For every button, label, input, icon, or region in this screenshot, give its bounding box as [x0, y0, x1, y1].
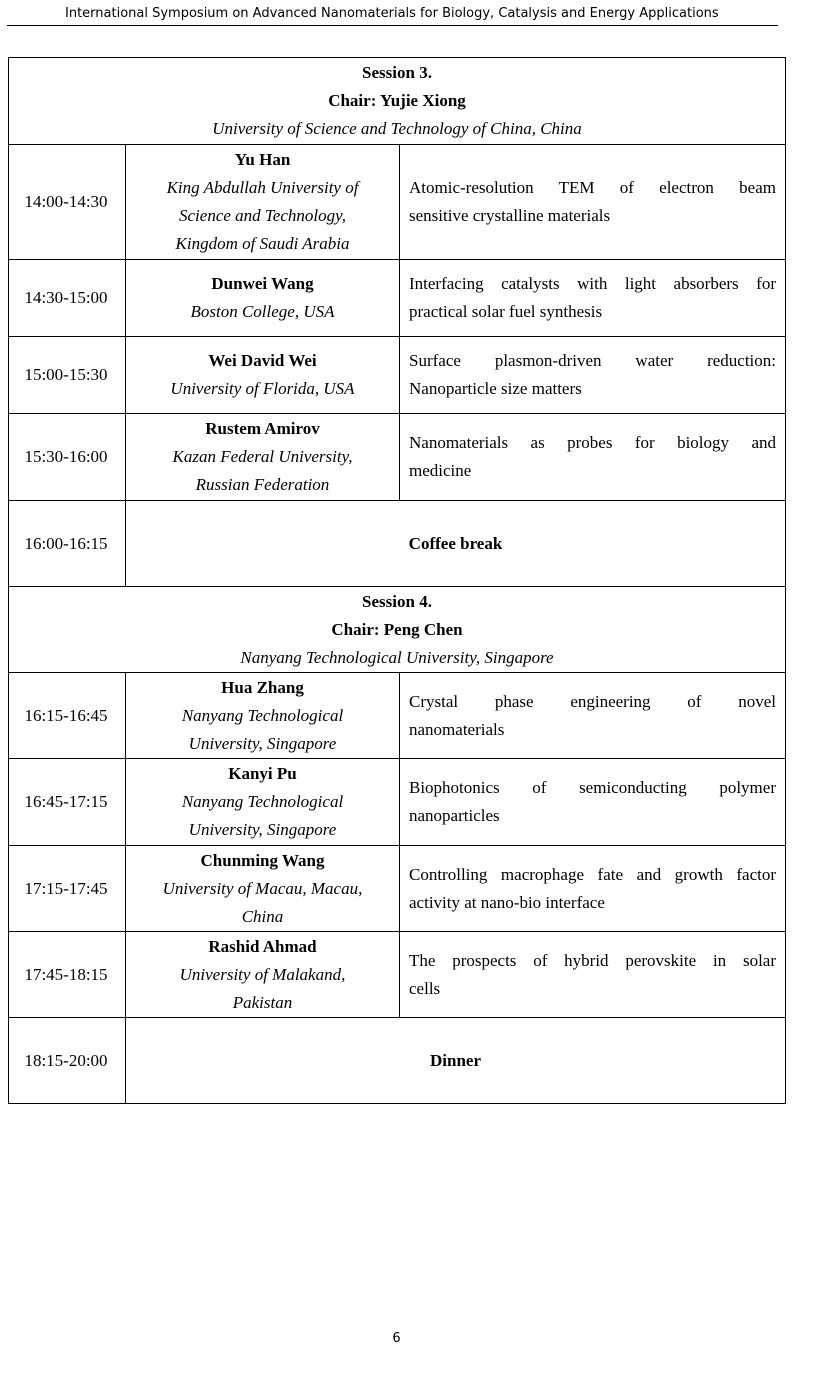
- speaker-affiliation: Nanyang Technological: [181, 792, 344, 811]
- talk-title-line: Crystal phase engineering of novel: [409, 691, 776, 711]
- talk-title: [400, 145, 786, 260]
- talk-title-line: Interfacing catalysts with light absorbers for: [409, 274, 776, 293]
- session-3-header-row: [9, 58, 786, 145]
- speaker-affiliation: University, Singapore: [188, 733, 337, 753]
- speaker-name: Wei David Wei: [208, 351, 317, 370]
- session-4-header-row: [9, 587, 786, 673]
- speaker-name: Yu Han: [234, 150, 291, 169]
- talk-title-line: sensitive crystalline materials: [409, 206, 611, 225]
- table-row: [9, 414, 786, 501]
- talk-title-line: Surface plasmon-driven water reduction:: [409, 351, 776, 370]
- speaker-affiliation: Kazan Federal University,: [172, 447, 353, 466]
- speaker-affiliation: University of Malakand,: [179, 964, 346, 984]
- talk-title-line: medicine: [409, 461, 472, 480]
- talk-speaker: [126, 260, 400, 337]
- talk-title: [400, 260, 786, 337]
- talk-title: [400, 337, 786, 414]
- talk-time: 16:15-16:45: [9, 673, 126, 759]
- session-3-header: [9, 58, 786, 145]
- speaker-affiliation: Boston College, USA: [190, 302, 335, 321]
- session-4-label: Session 4.: [362, 591, 432, 611]
- talk-time: 17:45-18:15: [9, 932, 126, 1018]
- speaker-affiliation: King Abdullah University of: [166, 178, 359, 197]
- talk-speaker: [126, 337, 400, 414]
- speaker-affiliation: Kingdom of Saudi Arabia: [175, 234, 350, 253]
- talk-title-line: Biophotonics of semiconducting polymer: [409, 778, 776, 797]
- header-divider: [7, 25, 778, 26]
- talk-title-line: The prospects of hybrid perovskite in solar: [409, 950, 776, 970]
- speaker-affiliation: University of Macau, Macau,: [162, 878, 363, 898]
- dinner-row: [9, 1018, 786, 1104]
- speaker-affiliation: Pakistan: [232, 992, 293, 1012]
- speaker-affiliation: Russian Federation: [195, 475, 330, 494]
- talk-title: [400, 414, 786, 501]
- talk-title-line: Nanoparticle size matters: [409, 379, 582, 398]
- session-3-label: Session 3.: [362, 63, 432, 82]
- talk-time: 15:00-15:30: [9, 337, 126, 414]
- coffee-break-time: 16:00-16:15: [9, 501, 126, 587]
- session-3-chair: Chair: Yujie Xiong: [328, 91, 466, 110]
- coffee-break-label: Coffee break: [126, 501, 786, 587]
- dinner-label: Dinner: [126, 1018, 786, 1104]
- table-row: [9, 673, 786, 759]
- speaker-affiliation: China: [241, 906, 284, 926]
- session-4-header: [9, 587, 786, 673]
- dinner-time: 18:15-20:00: [9, 1018, 126, 1104]
- talk-title-line: Nanomaterials as probes for biology and: [409, 433, 776, 452]
- talk-title-line: nanoparticles: [409, 806, 500, 825]
- talk-title-line: nanomaterials: [409, 719, 505, 739]
- table-row: [9, 846, 786, 932]
- talk-speaker: [126, 932, 400, 1018]
- speaker-name: Rustem Amirov: [205, 419, 320, 438]
- talk-speaker: [126, 759, 400, 846]
- talk-time: 17:15-17:45: [9, 846, 126, 932]
- table-row: [9, 932, 786, 1018]
- talk-title-line: Atomic-resolution TEM of electron beam: [409, 178, 776, 197]
- speaker-name: Chunming Wang: [200, 850, 325, 870]
- speaker-affiliation: University of Florida, USA: [170, 379, 355, 398]
- talk-speaker: [126, 145, 400, 260]
- talk-title: [400, 932, 786, 1018]
- speaker-affiliation: Nanyang Technological: [181, 705, 344, 725]
- session-3-chair-affiliation: University of Science and Technology of China, China: [212, 119, 582, 138]
- talk-title: [400, 673, 786, 759]
- table-row: [9, 759, 786, 846]
- talk-time: 14:30-15:00: [9, 260, 126, 337]
- talk-time: 14:00-14:30: [9, 145, 126, 260]
- table-row: [9, 337, 786, 414]
- table-row: [9, 260, 786, 337]
- talk-speaker: [126, 414, 400, 501]
- session-4-chair-affiliation: Nanyang Technological University, Singapore: [240, 647, 554, 667]
- talk-speaker: [126, 846, 400, 932]
- coffee-break-row: [9, 501, 786, 587]
- talk-title-line: practical solar fuel synthesis: [409, 302, 603, 321]
- speaker-name: Rashid Ahmad: [208, 936, 317, 956]
- speaker-name: Kanyi Pu: [228, 764, 297, 783]
- running-header: International Symposium on Advanced Nanomaterials for Biology, Catalysis and Energy Applications: [65, 6, 719, 21]
- speaker-name: Dunwei Wang: [211, 274, 314, 293]
- page-number: 6: [392, 1331, 401, 1346]
- table-row: [9, 145, 786, 260]
- talk-time: 16:45-17:15: [9, 759, 126, 846]
- talk-speaker: [126, 673, 400, 759]
- speaker-affiliation: University, Singapore: [188, 820, 337, 839]
- talk-title-line: Controlling macrophage fate and growth factor: [409, 864, 776, 884]
- session-4-chair: Chair: Peng Chen: [331, 619, 463, 639]
- talk-title-line: cells: [409, 978, 441, 998]
- speaker-name: Hua Zhang: [221, 677, 304, 697]
- speaker-affiliation: Science and Technology,: [179, 206, 346, 225]
- talk-time: 15:30-16:00: [9, 414, 126, 501]
- talk-title: [400, 846, 786, 932]
- talk-title-line: activity at nano-bio interface: [409, 892, 605, 912]
- schedule-table: [8, 57, 786, 1104]
- talk-title: [400, 759, 786, 846]
